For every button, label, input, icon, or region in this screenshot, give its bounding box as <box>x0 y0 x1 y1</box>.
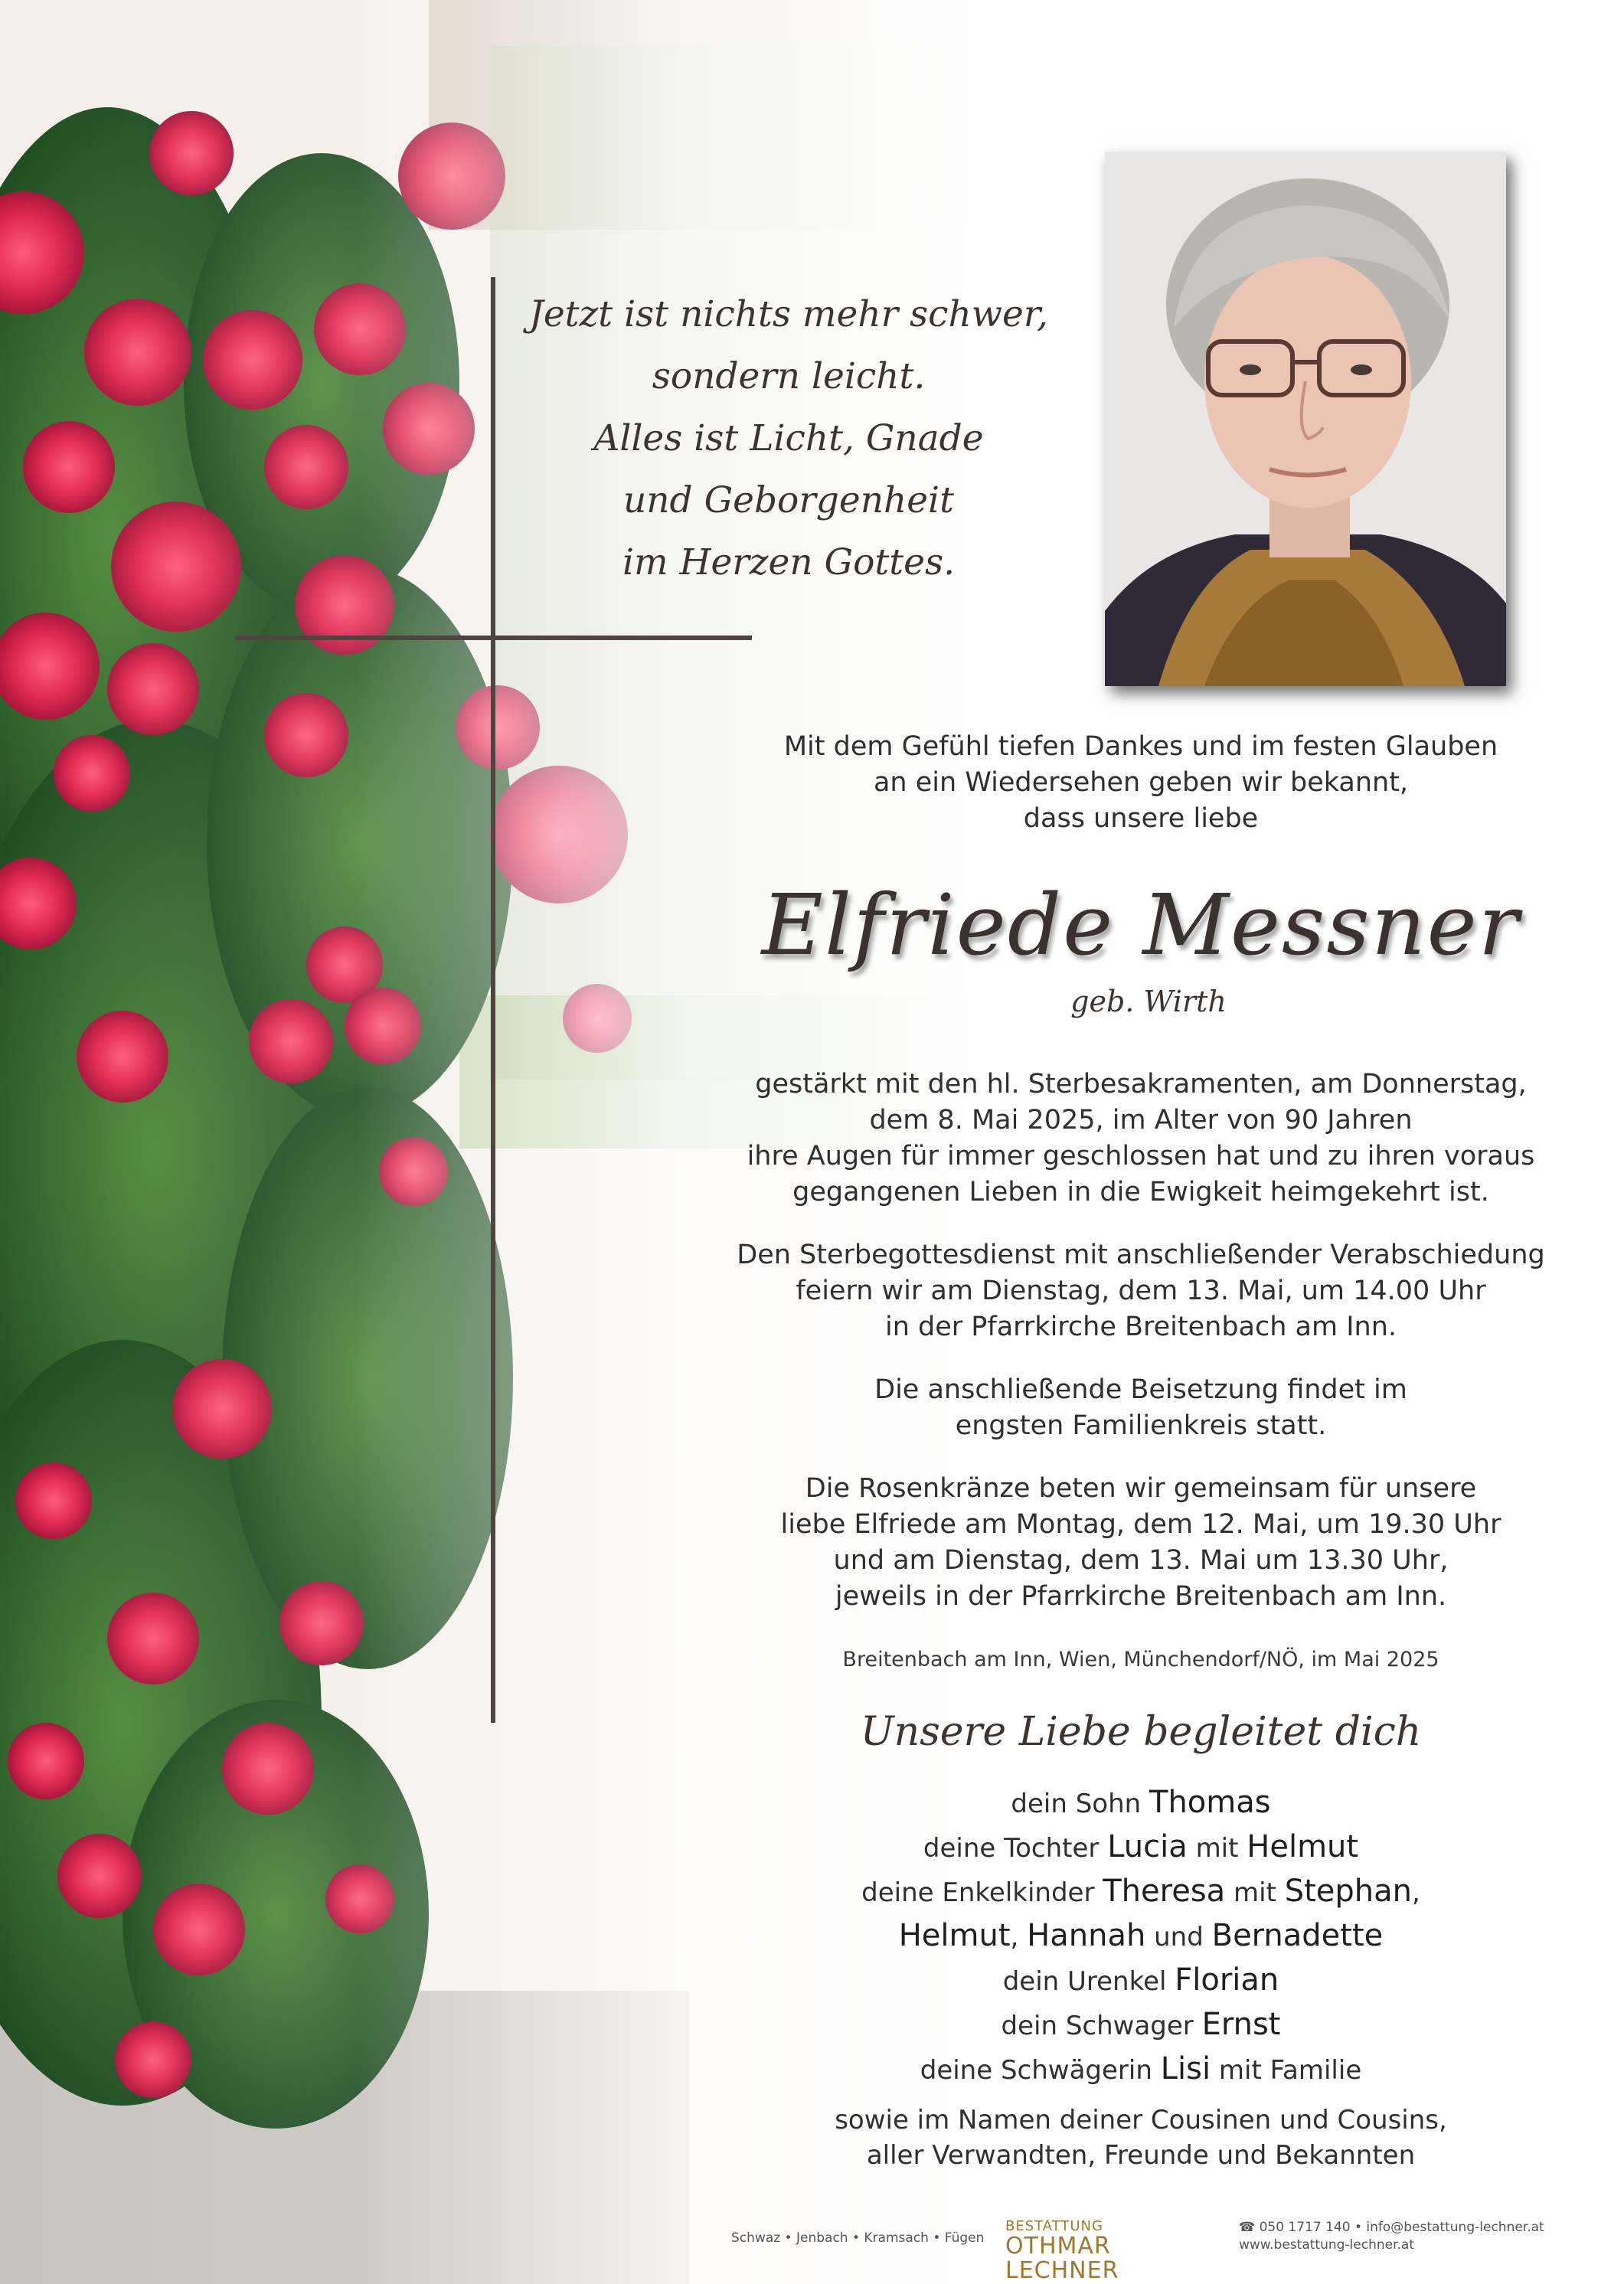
portrait-photo <box>1105 152 1506 686</box>
rosary-line: jeweils in der Pfarrkirche Breitenbach am Inn. <box>835 1581 1447 1612</box>
poem-line: Jetzt ist nichts mehr schwer, <box>528 293 1048 335</box>
connector-text: mit Familie <box>1218 2055 1362 2086</box>
mourner-name: Hannah <box>1027 1918 1146 1953</box>
deceased-name: Elfriede Messner <box>761 876 1521 974</box>
intro-line: Mit dem Gefühl tiefen Dankes und im festen Glauben <box>783 731 1498 762</box>
relation-label: deine Schwägerin <box>920 2055 1152 2086</box>
death-notice-text <box>720 1067 1562 1211</box>
connector-text: mit <box>1195 1833 1239 1864</box>
footer-locations: Schwaz • Jenbach • Kramsach • Fügen <box>731 2230 985 2246</box>
mourner-name: Stephan <box>1284 1874 1412 1909</box>
relation-label: dein Urenkel <box>1002 1966 1167 1997</box>
intro-line: an ein Wiedersehen geben wir bekannt, <box>873 767 1409 798</box>
burial-text <box>720 1372 1562 1444</box>
cross-horizontal-bar <box>235 636 752 640</box>
notice-line: dem 8. Mai 2025, im Alter von 90 Jahren <box>869 1105 1413 1135</box>
mourner-name: Helmut <box>1247 1829 1359 1864</box>
relation-label: dein Schwager <box>1001 2011 1194 2041</box>
intro-line: dass unsere liebe <box>1023 803 1259 834</box>
mourner-row-brother-in-law <box>720 2003 1562 2047</box>
poem-line: Alles ist Licht, Gnade <box>593 417 984 459</box>
closing-line: aller Verwandten, Freunde und Bekannten <box>866 2140 1416 2171</box>
rosary-line: Die Rosenkränze beten wir gemeinsam für unsere <box>805 1473 1477 1504</box>
place-and-date: Breitenbach am Inn, Wien, Münchendorf/NÖ, im Mai 2025 <box>842 1648 1439 1671</box>
mourner-row-great-grandson <box>720 1959 1562 2003</box>
mourner-row-daughter <box>720 1825 1562 1870</box>
birth-name: geb. Wirth <box>1070 985 1227 1018</box>
mourner-row-son <box>720 1781 1562 1825</box>
closing-line: sowie im Namen deiner Cousinen und Cousins, <box>835 2105 1447 2135</box>
service-line: Den Sterbegottesdienst mit anschließender Verabschiedung <box>737 1240 1545 1270</box>
poem-line: und Geborgenheit <box>623 479 954 521</box>
rosary-text <box>720 1471 1562 1615</box>
brand-line-2: OTHMAR LECHNER <box>1005 2233 1119 2284</box>
poem-line: sondern leicht. <box>652 355 926 397</box>
mourner-name: Lisi <box>1160 2051 1211 2086</box>
mourner-row-grandchildren <box>720 1870 1562 1914</box>
relation-label: dein Sohn <box>1011 1789 1142 1819</box>
contact-website: www.bestattung-lechner.at <box>1239 2237 1415 2253</box>
footer-contact <box>1239 2219 1545 2257</box>
mourner-name: Helmut <box>898 1918 1011 1953</box>
contact-phone-email: ☎ 050 1717 140 • info@bestattung-lechner.at <box>1239 2220 1544 2235</box>
mourner-name: Thomas <box>1149 1785 1271 1820</box>
mourner-name: Ernst <box>1201 2007 1281 2042</box>
mourner-name: Florian <box>1175 1962 1279 1998</box>
separator-comma: , <box>1010 1922 1019 1952</box>
mourner-name: Bernadette <box>1211 1918 1384 1953</box>
poem-line: im Herzen Gottes. <box>622 541 956 583</box>
notice-line: gestärkt mit den hl. Sterbesakramenten, am Donnerstag, <box>755 1069 1527 1100</box>
brand-line-1: BESTATTUNG <box>1005 2218 1103 2234</box>
mourners-list <box>720 1781 1562 2173</box>
notice-line: ihre Augen für immer geschlossen hat und zu ihren voraus <box>747 1141 1535 1171</box>
poem-verse <box>490 283 1087 593</box>
connector-text: mit <box>1233 1877 1276 1908</box>
funeral-service-text <box>720 1237 1562 1345</box>
notice-line: gegangenen Lieben in die Ewigkeit heimgekehrt ist. <box>792 1177 1489 1207</box>
intro-text <box>720 729 1562 837</box>
burial-line: engsten Familienkreis statt. <box>955 1410 1327 1441</box>
separator-comma: , <box>1412 1877 1420 1908</box>
relation-label: deine Tochter <box>923 1833 1100 1864</box>
rosary-line: und am Dienstag, dem 13. Mai um 13.30 Uhr, <box>833 1545 1449 1576</box>
mourner-name: Lucia <box>1107 1829 1188 1864</box>
relation-label: deine Enkelkinder <box>861 1877 1095 1908</box>
burial-line: Die anschließende Beisetzung findet im <box>874 1374 1407 1405</box>
connector-text: und <box>1154 1922 1204 1952</box>
motto-heading: Unsere Liebe begleitet dich <box>860 1709 1422 1755</box>
funeral-home-logo <box>1005 2218 1227 2284</box>
service-line: feiern wir am Dienstag, dem 13. Mai, um 14.00 Uhr <box>796 1276 1486 1306</box>
mourner-name: Theresa <box>1103 1874 1226 1909</box>
rosary-line: liebe Elfriede am Montag, dem 12. Mai, um 19.30 Uhr <box>780 1509 1501 1540</box>
mourner-row-grandchildren-2 <box>720 1914 1562 1959</box>
service-line: in der Pfarrkirche Breitenbach am Inn. <box>884 1312 1397 1342</box>
mourner-row-sister-in-law <box>720 2047 1562 2092</box>
